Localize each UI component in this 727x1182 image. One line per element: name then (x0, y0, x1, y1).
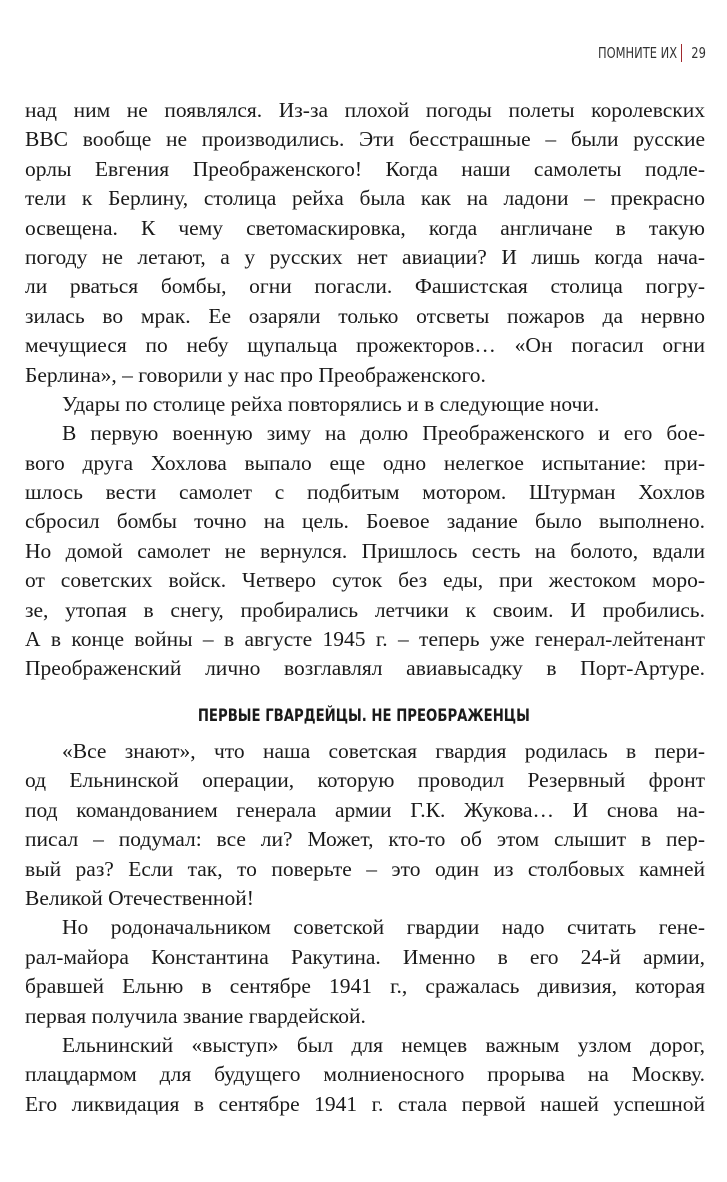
text-line: вого друга Хохлова выпало еще одно нелегкое испытание: при- (25, 450, 705, 475)
text-line: плацдармом для будущего молниеносного прорыва на Москву. (25, 1062, 705, 1087)
text-line: первая получила звание гвардейской. (25, 1003, 366, 1028)
text-line: ли рваться бомбы, огни погасли. Фашистская столица погру- (25, 274, 705, 299)
section-heading-text: ПЕРВЫЕ ГВАРДЕЙЦЫ. НЕ ПРЕОБРАЖЕНЦЫ (197, 706, 530, 726)
text-line: тели к Берлину, столица рейха была как на ладони – прекрасно (25, 186, 705, 211)
text-line: шлось вести самолет с подбитым мотором. Штурман Хохлов (25, 480, 705, 505)
text-line: ВВС вообще не производились. Эти бесстрашные – были русские (25, 127, 705, 152)
text-line: Но домой самолет не вернулся. Пришлось сесть на болото, вдали (25, 538, 705, 563)
text-line: Его ликвидация в сентябре 1941 г. стала первой нашей успешной (25, 1091, 705, 1116)
text-line: бравшей Ельню в сентябре 1941 г., сражалась дивизия, которая (25, 974, 705, 999)
text-line: «Все знают», что наша советская гвардия родилась в пери- (62, 739, 705, 763)
text-line: од Ельнинской операции, которую проводил Резервный фронт (25, 768, 705, 793)
text-line: В первую военную зиму на долю Преображенского и его бое- (62, 421, 705, 446)
text-line: Ельнинский «выступ» был для немцев важным узлом дорог, (62, 1032, 705, 1057)
text-line: погоду не летают, а у русских нет авиации? И лишь когда нача- (25, 244, 705, 269)
text-line: над ним не появлялся. Из-за плохой погоды полеты королевских (25, 98, 705, 122)
text-line: от советских войск. Четверо суток без еды, при жестоком моро- (25, 568, 705, 593)
running-title: ПОМНИТЕ ИХ (597, 44, 677, 62)
text-line: зилась во мрак. Ее озаряли только отсветы пожаров да нервно (25, 303, 705, 328)
text-line: А в конце войны – в августе 1945 г. – теперь уже генерал-лейтенант (25, 627, 705, 652)
text-line: орлы Евгения Преображенского! Когда наши самолеты подле- (25, 156, 705, 181)
body-text-block-1 (25, 96, 705, 684)
running-header (584, 44, 707, 62)
body-text-block-2 (25, 737, 705, 1119)
header-divider (681, 44, 682, 62)
page-number: 29 (691, 44, 706, 62)
text-line: Удары по столице рейха повторялись и в следующие ночи. (62, 391, 600, 416)
text-line: вый раз? Если так, то поверьте – это один из столбовых камней (25, 856, 705, 881)
text-line: освещена. К чему светомаскировка, когда англичане в такую (25, 215, 705, 240)
text-line: Преображенский лично возглавлял авиавысадку в Порт-Артуре. (25, 656, 705, 681)
text-line: рал-майора Константина Ракутина. Именно в его 24-й армии, (25, 944, 705, 969)
text-line: писал – подумал: все ли? Может, кто-то об этом слышит в пер- (25, 827, 705, 852)
text-line: мечущиеся по небу щупальца прожекторов… «Он погасил огни (25, 333, 705, 358)
text-line: зе, утопая в снегу, пробирались летчики к своим. И пробились. (25, 597, 705, 622)
text-line: Берлина», – говорили у нас про Преображенского. (25, 362, 486, 387)
section-heading (0, 706, 727, 726)
text-line: сбросил бомбы точно на цель. Боевое задание было выполнено. (25, 509, 705, 534)
text-line: Великой Отечественной! (25, 885, 254, 910)
text-line: Но родоначальником советской гвардии надо считать гене- (62, 915, 705, 940)
text-line: под командованием генерала армии Г.К. Жукова… И снова на- (25, 797, 705, 822)
